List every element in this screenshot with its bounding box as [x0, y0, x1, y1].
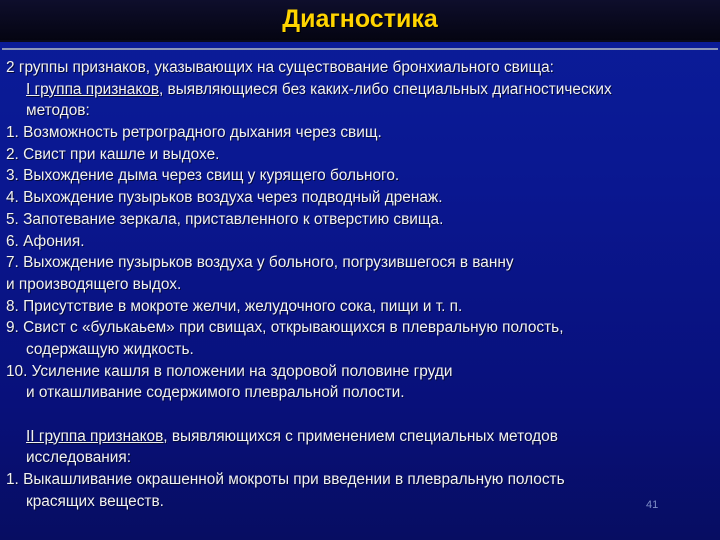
- group1-heading: I группа признаков: [26, 80, 159, 98]
- group2-heading: II группа признаков,: [26, 427, 168, 445]
- list-item: 4. Выхождение пузырьков воздуха через подводный дренаж.: [6, 189, 443, 207]
- group1-heading-line: [6, 79, 718, 101]
- list-item: 10. Усиление кашля в положении на здоровой половине груди: [6, 362, 453, 380]
- list-item: 1. Возможность ретроградного дыхания через свищ.: [6, 124, 382, 142]
- list-item: 2. Свист при кашле и выдохе.: [6, 145, 220, 163]
- list-item: 3. Выхождение дыма через свищ у курящего больного.: [6, 167, 400, 185]
- divider: [2, 48, 718, 50]
- list-item: 7. Выхождение пузырьков воздуха у больного, погрузившегося в ванну: [6, 254, 514, 272]
- list-item: 5. Запотевание зеркала, приставленного к отверстию свища.: [6, 210, 444, 228]
- list-item: 1. Выкашливание окрашенной мокроты при введении в плевральную полость: [6, 471, 565, 489]
- page-title: Диагностика: [282, 5, 438, 33]
- list-item-continuation: и откашливание содержимого плевральной полости.: [26, 384, 405, 402]
- group2-heading-cont: исследования:: [26, 449, 131, 467]
- content-body: [6, 57, 718, 512]
- list-item: 6. Афония.: [6, 232, 85, 250]
- spacer: [6, 404, 718, 426]
- group2-heading-line: [6, 426, 718, 448]
- list-item: и производящего выдох.: [6, 275, 182, 293]
- group1-heading-rest: , выявляющиеся без каких-либо специальных диагностических: [159, 80, 612, 98]
- list-item-continuation: красящих веществ.: [26, 492, 164, 510]
- group1-heading-cont: методов:: [26, 102, 90, 120]
- list-item: 8. Присутствие в мокроте желчи, желудочного сока, пищи и т. п.: [6, 297, 463, 315]
- list-item-continuation: содержащую жидкость.: [26, 340, 194, 358]
- list-item: 9. Свист с «булькаьем» при свищах, открывающихся в плевральную полость,: [6, 319, 564, 337]
- group2-heading-rest: выявляющихся с применением специальных методов: [167, 427, 558, 445]
- page-number: 41: [646, 499, 659, 511]
- intro-text: 2 группы признаков, указывающих на существование бронхиального свища:: [6, 59, 554, 76]
